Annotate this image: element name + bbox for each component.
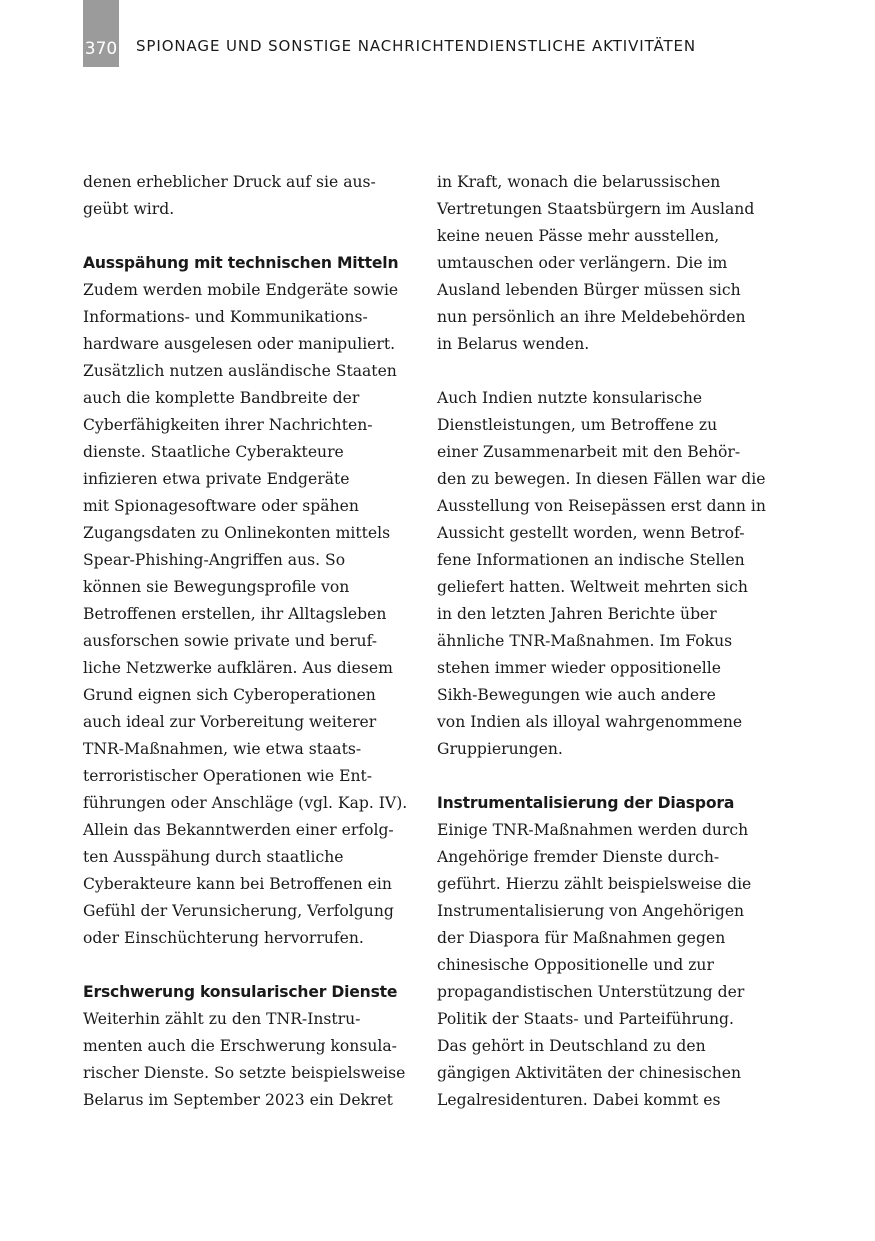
body-text-line: denen erheblicher Druck auf sie aus- <box>83 173 376 191</box>
body-text-line: geübt wird. <box>83 200 175 218</box>
body-text-line: Einige TNR-Maßnahmen werden durch <box>437 821 749 839</box>
body-text-line: TNR-Maßnahmen, wie etwa staats- <box>83 740 362 758</box>
body-text-line: Sikh-Bewegungen wie auch andere <box>437 686 716 704</box>
body-text-line: Belarus im September 2023 ein Dekret <box>83 1091 393 1109</box>
body-text-line: führungen oder Anschläge (vgl. Kap. IV). <box>83 794 408 812</box>
body-text-line: ten Ausspähung durch staatliche <box>83 848 344 866</box>
body-text-line: Cyberakteure kann bei Betroffenen ein <box>83 875 392 893</box>
body-text-line: umtauschen oder verlängern. Die im <box>437 254 728 272</box>
right-column <box>437 169 767 1114</box>
body-text-line: Informations- und Kommunikations- <box>83 308 368 326</box>
paragraph-gap <box>437 358 767 385</box>
body-text-line: Aussicht gestellt worden, wenn Betrof- <box>437 524 745 542</box>
body-text-line: Das gehört in Deutschland zu den <box>437 1037 706 1055</box>
body-text-line: Instrumentalisierung von Angehörigen <box>437 902 745 920</box>
body-text-line: Gruppierungen. <box>437 740 563 758</box>
body-text-line: ausforschen sowie private und beruf- <box>83 632 378 650</box>
body-text-line: terroristischer Operationen wie Ent- <box>83 767 373 785</box>
body-text-line: auch ideal zur Vorbereitung weiterer <box>83 713 377 731</box>
body-text-line: Spear-Phishing-Angriffen aus. So <box>83 551 346 569</box>
paragraph-gap <box>437 763 767 790</box>
body-text-line: Cyberfähigkeiten ihrer Nachrichten- <box>83 416 373 434</box>
body-text-line: Zusätzlich nutzen ausländische Staaten <box>83 362 397 380</box>
page-number: 370 <box>84 39 118 59</box>
body-text-line: Politik der Staats- und Parteiführung. <box>437 1010 734 1028</box>
body-text-line: Ausstellung von Reisepässen erst dann in <box>437 497 766 515</box>
body-text-line: gängigen Aktivitäten der chinesischen <box>437 1064 742 1082</box>
section-heading: Ausspähung mit technischen Mitteln <box>83 254 399 272</box>
body-text-line: nun persönlich an ihre Meldebehörden <box>437 308 746 326</box>
body-text-line: mit Spionagesoftware oder spähen <box>83 497 359 515</box>
body-text-line: Weiterhin zählt zu den TNR-Instru- <box>83 1010 361 1028</box>
body-text-line: Zudem werden mobile Endgeräte sowie <box>83 281 399 299</box>
body-text-line: auch die komplette Bandbreite der <box>83 389 360 407</box>
body-text-line: Angehörige fremder Dienste durch- <box>437 848 720 866</box>
body-text-line: den zu bewegen. In diesen Fällen war die <box>437 470 766 488</box>
section-heading: Instrumentalisierung der Diaspora <box>437 794 735 812</box>
body-text-line: fene Informationen an indische Stellen <box>437 551 745 569</box>
body-text-line: der Diaspora für Maßnahmen gegen <box>437 929 726 947</box>
body-text-line: infizieren etwa private Endgeräte <box>83 470 350 488</box>
body-text-line: keine neuen Pässe mehr ausstellen, <box>437 227 720 245</box>
body-text-line: Betroffenen erstellen, ihr Alltagsleben <box>83 605 387 623</box>
body-text-line: Grund eignen sich Cyberoperationen <box>83 686 376 704</box>
body-text-line: oder Einschüchterung hervorrufen. <box>83 929 364 947</box>
body-text-line: propagandistischen Unterstützung der <box>437 983 745 1001</box>
body-text-line: Zugangsdaten zu Onlinekonten mittels <box>83 524 391 542</box>
paragraph-gap <box>83 952 413 979</box>
body-text-line: können sie Bewegungsprofile von <box>83 578 350 596</box>
body-text-line: Allein das Bekanntwerden einer erfolg- <box>83 821 394 839</box>
body-text-line: Auch Indien nutzte konsularische <box>437 389 703 407</box>
body-text-line: in Belarus wenden. <box>437 335 590 353</box>
body-text-line: rischer Dienste. So setzte beispielsweise <box>83 1064 406 1082</box>
body-text-line: in den letzten Jahren Berichte über <box>437 605 717 623</box>
body-text-line: einer Zusammenarbeit mit den Behör- <box>437 443 741 461</box>
body-text-line: von Indien als illoyal wahrgenommene <box>437 713 743 731</box>
running-title: SPIONAGE UND SONSTIGE NACHRICHTENDIENSTLICHE AKTIVITÄTEN <box>136 37 697 55</box>
body-text-line: Gefühl der Verunsicherung, Verfolgung <box>83 902 394 920</box>
section-heading: Erschwerung konsularischer Dienste <box>83 983 398 1001</box>
body-text-line: in Kraft, wonach die belarussischen <box>437 173 721 191</box>
body-text-line: stehen immer wieder oppositionelle <box>437 659 721 677</box>
body-text-line: geliefert hatten. Weltweit mehrten sich <box>437 578 748 596</box>
left-column <box>83 169 413 1114</box>
paragraph-gap <box>83 223 413 250</box>
body-text-line: Legalresidenturen. Dabei kommt es <box>437 1091 721 1109</box>
body-text-line: Ausland lebenden Bürger müssen sich <box>437 281 741 299</box>
body-text-line: geführt. Hierzu zählt beispielsweise die <box>437 875 752 893</box>
body-text-line: Vertretungen Staatsbürgern im Ausland <box>437 200 755 218</box>
page-number-tab <box>83 0 119 67</box>
body-text-line: hardware ausgelesen oder manipuliert. <box>83 335 396 353</box>
body-text-line: menten auch die Erschwerung konsula- <box>83 1037 397 1055</box>
body-text-line: liche Netzwerke aufklären. Aus diesem <box>83 659 393 677</box>
body-text-line: chinesische Oppositionelle und zur <box>437 956 714 974</box>
body-text-line: ähnliche TNR-Maßnahmen. Im Fokus <box>437 632 733 650</box>
body-text-line: Dienstleistungen, um Betroffene zu <box>437 416 718 434</box>
body-text-line: dienste. Staatliche Cyberakteure <box>83 443 344 461</box>
